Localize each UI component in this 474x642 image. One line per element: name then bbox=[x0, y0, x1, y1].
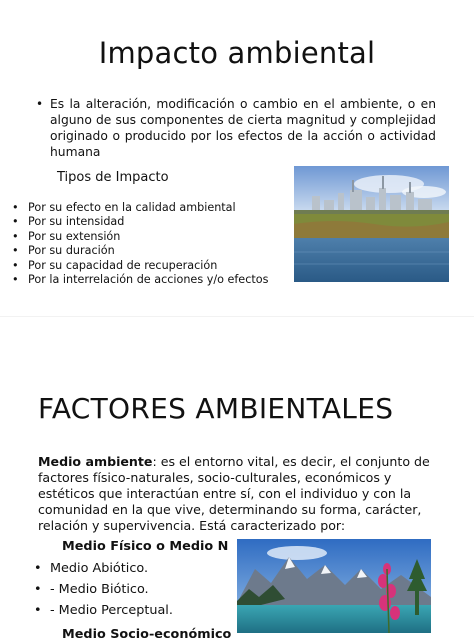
bullet-icon: • bbox=[12, 244, 19, 258]
slide-title: FACTORES AMBIENTALES bbox=[38, 392, 394, 425]
list-item: • Por su efecto en la calidad ambiental bbox=[12, 201, 236, 214]
bullet-icon: • bbox=[34, 603, 42, 618]
industrial-lake-photo bbox=[294, 166, 449, 282]
list-item: • Medio Abiótico. bbox=[34, 561, 149, 576]
bullet-icon: • bbox=[12, 215, 19, 229]
slide-1 bbox=[0, 0, 474, 316]
list-item: • Por su capacidad de recuperación bbox=[12, 258, 218, 272]
slide-title: Impacto ambiental bbox=[98, 36, 376, 70]
list-item: Medio Socio-económico bbox=[62, 627, 232, 642]
slide-2 bbox=[0, 316, 474, 642]
bullet-icon: • bbox=[12, 258, 19, 272]
list-item: • Por su duración bbox=[12, 244, 115, 258]
list-item: • Por su extensión bbox=[12, 229, 121, 243]
list-item: • Por su intensidad bbox=[12, 215, 125, 229]
bullet-icon: • bbox=[34, 582, 42, 597]
bullet-icon: • bbox=[12, 229, 19, 243]
term-definition: : es el entorno vital, es decir, el conjunto de factores físico-naturales, socio-culturales, económicos y estéticos que interactúan entre sí, con el individuo y con la comunidad en la que vive, determinando su forma, carácter, relación y supervivencia. Está caracterizado por: bbox=[38, 454, 430, 533]
mountain-lake-photo bbox=[237, 539, 431, 633]
term-label: Medio ambiente bbox=[38, 454, 153, 469]
list-item: Medio Físico o Medio N bbox=[62, 539, 229, 554]
impact-types-list bbox=[12, 201, 268, 287]
list-item: • - Medio Biótico. bbox=[34, 582, 149, 597]
bullet-icon: • bbox=[12, 273, 19, 287]
medio-ambiente-paragraph bbox=[38, 454, 432, 534]
list-item: • Por la interrelación de acciones y/o efectos bbox=[12, 273, 269, 287]
definition-paragraph: Es la alteración, modificación o cambio en el ambiente, o en alguno de sus componentes de cierta magnitud y complejidad originado o producido por los efectos de la acción o actividad humana bbox=[50, 97, 436, 159]
bullet-icon: • bbox=[12, 201, 19, 214]
bullet-icon: • bbox=[36, 97, 44, 111]
bullet-icon: • bbox=[34, 561, 42, 576]
list-item: • - Medio Perceptual. bbox=[34, 603, 173, 618]
section-heading: Tipos de Impacto bbox=[57, 170, 169, 185]
